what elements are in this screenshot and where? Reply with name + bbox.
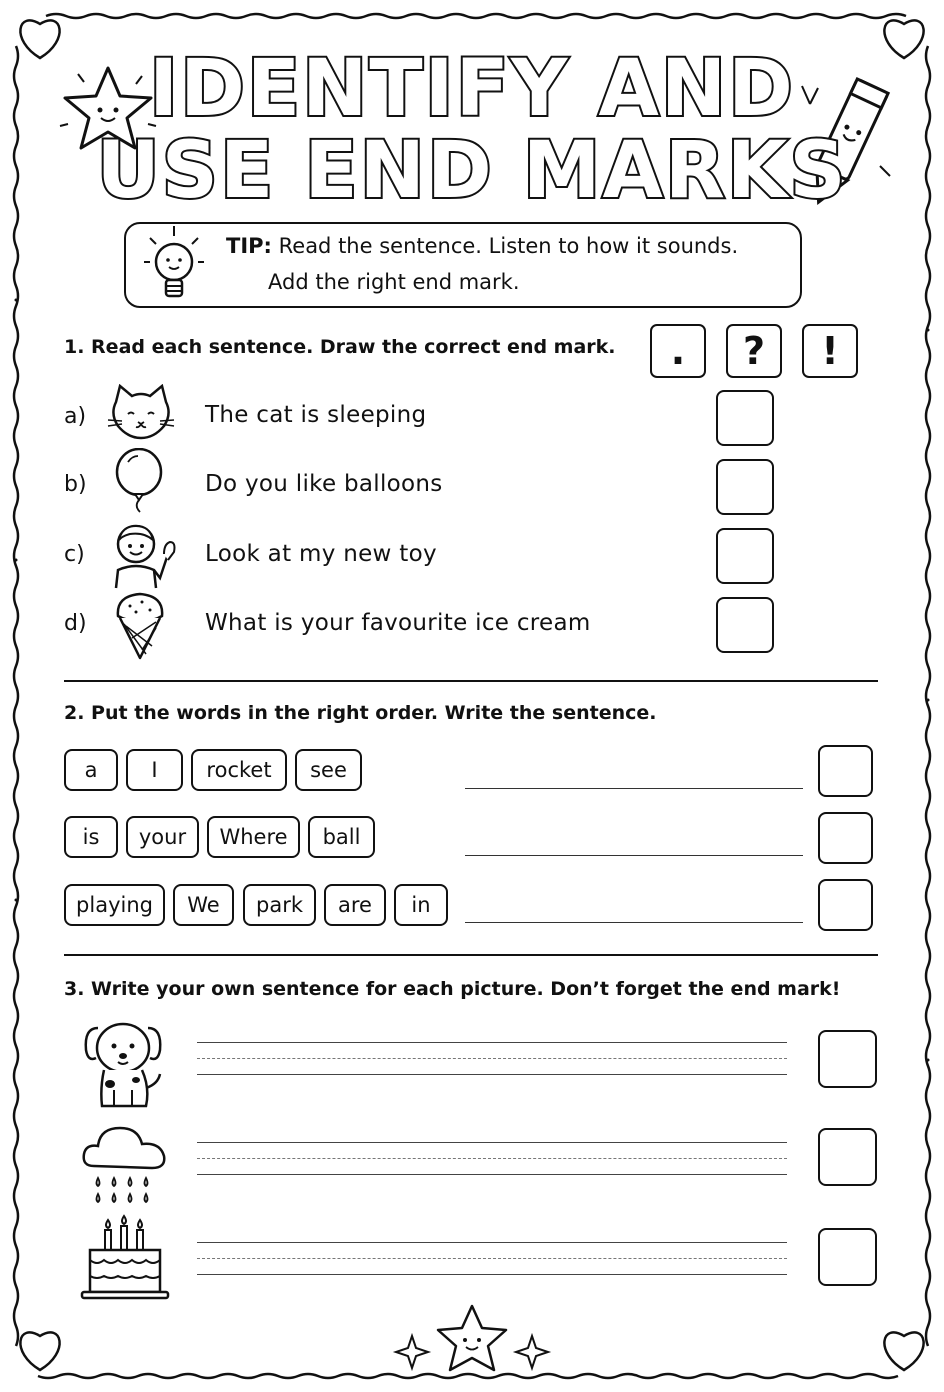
handwriting-mid-line[interactable] — [197, 1258, 787, 1259]
answer-box-rain[interactable] — [818, 1128, 877, 1186]
sentence-b: Do you like balloons — [205, 471, 443, 497]
section-divider — [64, 954, 878, 956]
word-tile[interactable]: rocket — [191, 749, 287, 791]
item-letter: b) — [64, 472, 87, 497]
handwriting-base-line[interactable] — [197, 1074, 787, 1075]
rain-cloud-icon — [80, 1118, 170, 1208]
section-1-instruction: 1. Read each sentence. Draw the correct end mark. — [64, 336, 616, 358]
word-tile[interactable]: your — [126, 816, 199, 858]
tip-line-2: Add the right end mark. — [268, 270, 520, 294]
light-bulb-icon — [140, 222, 210, 310]
word-tile[interactable]: see — [295, 749, 362, 791]
item-letter: a) — [64, 404, 87, 429]
handwriting-mid-line[interactable] — [197, 1158, 787, 1159]
answer-box-d[interactable] — [716, 597, 774, 653]
item-letter: c) — [64, 542, 85, 567]
heart-icon — [20, 1332, 59, 1370]
handwriting-mid-line[interactable] — [197, 1058, 787, 1059]
section-3-instruction: 3. Write your own sentence for each picture. Don’t forget the end mark! — [64, 978, 841, 1000]
word-tile[interactable]: in — [394, 884, 448, 926]
answer-box-row-2[interactable] — [818, 812, 873, 864]
balloon-icon — [112, 448, 168, 514]
answer-box-cake[interactable] — [818, 1228, 877, 1286]
sentence-write-line[interactable] — [465, 855, 803, 856]
section-divider — [64, 680, 878, 682]
answer-box-b[interactable] — [716, 459, 774, 515]
word-tile[interactable]: are — [324, 884, 386, 926]
answer-box-dog[interactable] — [818, 1030, 877, 1088]
sentence-write-line[interactable] — [465, 922, 803, 923]
word-tile[interactable]: park — [243, 884, 316, 926]
sentence-write-line[interactable] — [465, 788, 803, 789]
worksheet-title-line-1: IDENTIFY AND — [149, 44, 795, 134]
bottom-star-decoration — [392, 1300, 552, 1382]
word-tile[interactable]: is — [64, 816, 118, 858]
answer-box-a[interactable] — [716, 390, 774, 446]
word-tile[interactable]: Where — [207, 816, 300, 858]
handwriting-top-line[interactable] — [197, 1042, 787, 1043]
worksheet-title-line-2: USE END MARKS — [96, 126, 848, 216]
word-tile[interactable]: I — [126, 749, 183, 791]
period-mark-box: . — [650, 324, 706, 378]
word-tile[interactable]: We — [173, 884, 234, 926]
ice-cream-icon — [112, 588, 168, 662]
sentence-d: What is your favourite ice cream — [205, 610, 591, 636]
handwriting-base-line[interactable] — [197, 1274, 787, 1275]
handwriting-base-line[interactable] — [197, 1174, 787, 1175]
answer-box-row-3[interactable] — [818, 879, 873, 931]
answer-box-row-1[interactable] — [818, 745, 873, 797]
exclamation-mark-box: ! — [802, 324, 858, 378]
dog-icon — [80, 1018, 168, 1112]
item-letter: d) — [64, 611, 87, 636]
birthday-cake-icon — [80, 1214, 170, 1300]
handwriting-top-line[interactable] — [197, 1142, 787, 1143]
heart-icon — [884, 1332, 923, 1370]
word-tile[interactable]: ball — [308, 816, 375, 858]
sentence-c: Look at my new toy — [205, 541, 437, 567]
sentence-a: The cat is sleeping — [205, 402, 427, 428]
answer-box-c[interactable] — [716, 528, 774, 584]
word-tile[interactable]: a — [64, 749, 118, 791]
word-tile[interactable]: playing — [64, 884, 165, 926]
question-mark-box: ? — [726, 324, 782, 378]
section-2-instruction: 2. Put the words in the right order. Write the sentence. — [64, 702, 657, 724]
tip-label: TIP: — [226, 234, 272, 258]
boy-waving-icon — [108, 520, 180, 590]
tip-line-1: Read the sentence. Listen to how it sounds. — [278, 234, 739, 258]
cat-icon — [106, 384, 176, 442]
handwriting-top-line[interactable] — [197, 1242, 787, 1243]
